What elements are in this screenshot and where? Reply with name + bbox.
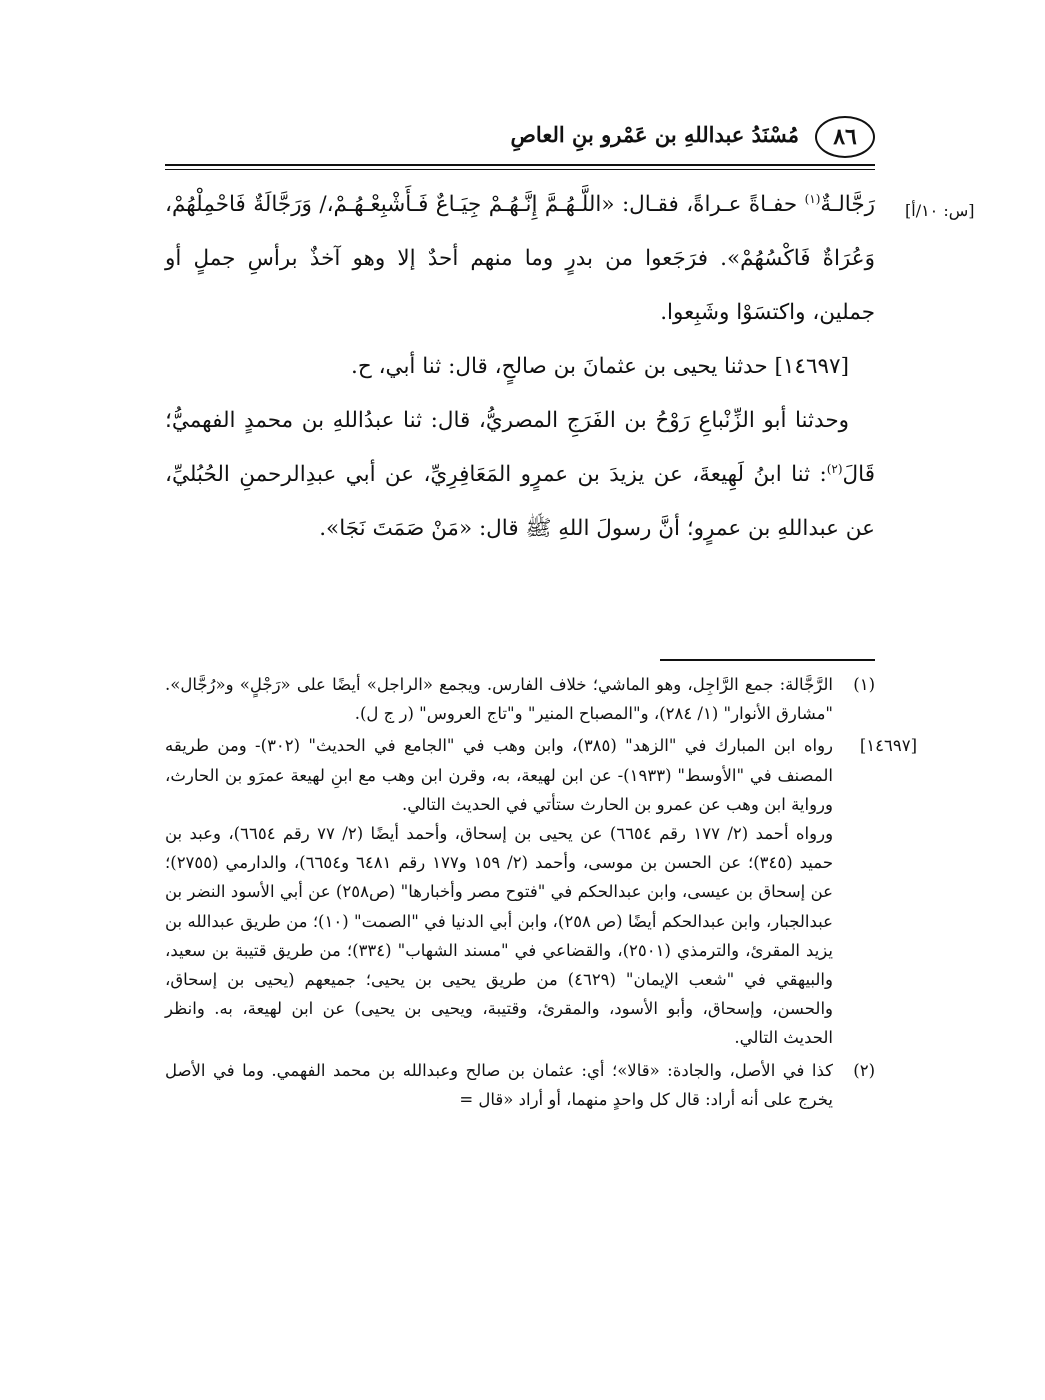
footnote-text: الرَّجَّالة: جمع الرَّاجِل، وهو الماشي؛ خلاف الفارس. ويجمع «الراجل» أيضًا على «رَجْلٍ» و«رُجَّال». "مشارق الأنوار" (١/ ٢٨٤)، و"المصباح المنير" و"تاج العروس" (ر ج ل). [165, 675, 833, 724]
footnote-ref-1[interactable]: (١) [804, 191, 821, 206]
page-number: ٨٦ [815, 116, 875, 158]
footnote-mark: (٢) [853, 1060, 875, 1080]
footnote-1 [165, 670, 875, 728]
footnote-mark: (١) [853, 675, 875, 694]
page-header [165, 112, 875, 168]
footnote-separator [660, 659, 875, 661]
footnote-text: رواه ابن المبارك في "الزهد" (٣٨٥)، وابن وهب في "الجامع في الحديث" (٣٠٢)- ومن طريقه المصنف في "الأوسط" (١٩٣٣)- عن ابن لهيعة، به، وقرن ابن وهب مع ابنِ لهيعة عمرَو بن الحارث، ورواية ابن وهب عن عمرو بن الحارث ستأتي في الحديث التالي. [165, 736, 834, 814]
footnote-ref-2[interactable]: (٢) [826, 461, 843, 476]
footnote-mark: [١٤٦٩٧] [859, 736, 917, 756]
manuscript-folio-ref: [س: ١٠/أ] [905, 201, 975, 220]
footnote-text: ورواه أحمد (٢/ ١٧٧ رقم ٦٦٥٤) عن يحيى بن إسحاق، وأحمد أيضًا (٢/ ٧٧ رقم ٦٦٥٤)، وعبد بن حميد (٣٤٥)؛ عن الحسن بن موسى، وأحمد (٢/ ١٥٩ و١٧٧ رقم ٦٤٨١ و٦٦٥٤)، والدارمي (٢٧٥٥)؛ عن إسحاق بن عيسى، وابن عبدالحكم في "فتوح مصر وأخبارها" (ص٢٥٨) عن أبي الأسود النضر بن عبدالجبار، وابن عبدالحكم أيضًا (ص ٢٥٨)، وابن أبي الدنيا في "الصمت" (١٠)؛ من طريق عبدالله بن يزيد المقرئ، والترمذي (٢٥٠١)، والقضاعي في "مسند الشهاب" (٣٣٤)؛ من طريق قتيبة بن سعيد، والبيهقي في "شعب الإيمان" (٤٦٢٩) من طريق يحيى بن يحيى؛ جميعهم (يحيى بن إسحاق، والحسن، وإسحاق، وأبو الأسود، والمقرئ، وقتيبة، ويحيى بن يحيى) عن ابن لهيعة، به. وانظر الحديث التالي. [165, 824, 834, 1048]
running-title: مُسْنَدُ عبداللهِ بن عَمْرو بنِ العاصِ [510, 122, 799, 147]
paragraph-isnad: وحدثنا أبو الزِّنْباعِ رَوْحُ بن الفَرَجِ المصريُّ، قال: ثنا عبدُاللهِ بن محمدٍ الفهميُّ؛ قَالَ$^{(٢)}$: ثنا ابنُ لَهِيعةَ، عن يزيدَ بن عمرٍو المَعَافِرِيِّ، عن أبي عبدِالرحمنِ الحُبُليِّ، عن عبداللهِ بن عمرٍو؛ أنَّ رسولَ اللهِ ﷺ قال: «مَنْ صَمَتَ نَجَا». [165, 408, 875, 541]
paragraph-hadith-14697: [١٤٦٩٧] حدثنا يحيى بن عثمانَ بن صالحٍ، قال: ثنا أبي، ح. [351, 354, 849, 379]
header-rule [165, 164, 875, 170]
paragraph-hadith-end: رَجَّالـةٌ$^{(١)}$ حفـاةً عـراةً، فقـال: «اللَّـهُـمَّ إِنَّـهُـمْ جِيَـاعٌ فَـأَشْبِعْـهُـمْ،/ وَرَجَّالَةٌ فَاحْمِلْهُمْ، وَعُرَاةٌ فَاكْسُهُمْ». فرَجَعوا من بدرٍ وما منهم أحدٌ إلا وهو آخذٌ برأسِ جملٍ أو جملين، واكتسَوْا وشَبِعوا. [165, 191, 875, 325]
main-text [165, 178, 875, 556]
footnote-2 [165, 1056, 875, 1114]
footnotes [165, 670, 917, 1117]
footnote-text: كذا في الأصل، والجادة: «قالا»؛ أي: عثمان بن صالح وعبدالله بن محمد الفهمي. وما في الأصل يخرج على أنه أراد: قال كل واحدٍ منهما، أو أراد «قال = [165, 1060, 833, 1109]
footnote-takhrij [165, 731, 917, 1052]
